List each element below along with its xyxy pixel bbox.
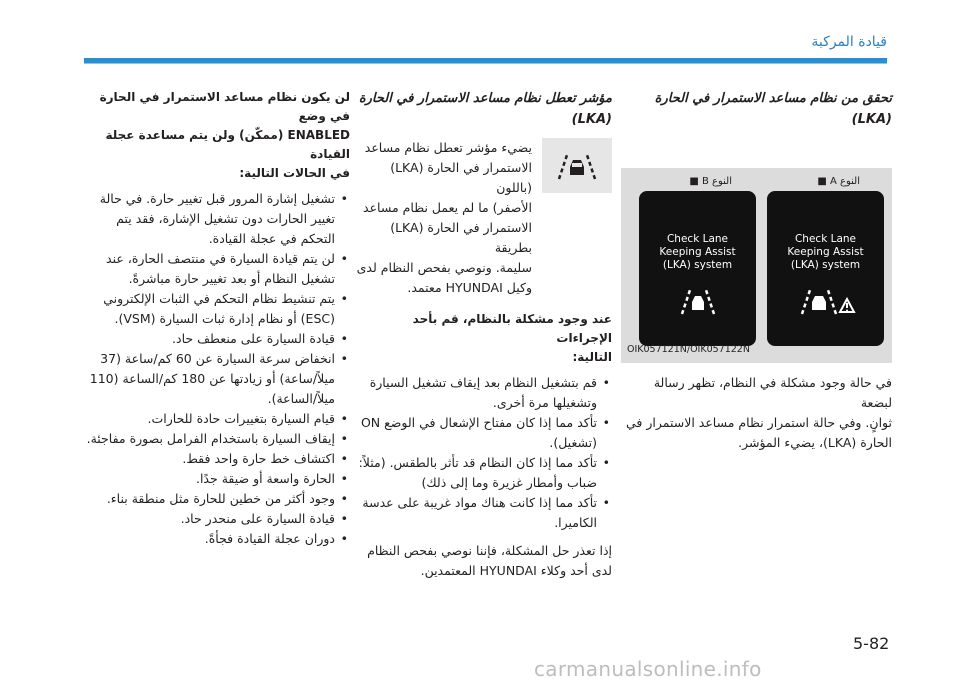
body-line: الاستمرار في الحارة (LKA) بطريقة: [390, 220, 532, 255]
body-line: الأصفر) ما لم يعمل نظام مساعد: [363, 200, 532, 215]
display-message-line: Check Lane: [794, 233, 857, 245]
list-item: • قيادة السيارة على منعطف حاد.: [86, 329, 350, 349]
display-message-line: (LKA) system: [662, 259, 733, 271]
list-item: • اكتشاف خط حارة واحد فقط.: [86, 449, 350, 469]
malfunction-indicator-box: [542, 138, 612, 193]
lane-warning-icon: [796, 284, 856, 318]
type-b-label: النوع B ■: [689, 176, 732, 187]
subheading-line: التالية:: [572, 350, 612, 364]
display-message-line: Keeping Assist: [787, 246, 864, 258]
watermark: carmanualsonline.info: [534, 657, 762, 681]
middle-column: [356, 88, 612, 581]
display-message-line: Check Lane: [666, 233, 729, 245]
body-line: الحارة (LKA)، يضيء المؤشر.: [738, 435, 892, 450]
intro-line: لن يكون نظام مساعد الاستمرار في الحارة في وضع: [99, 90, 350, 123]
subheading-line: عند وجود مشكلة بالنظام، قم بأحد الإجراءات: [412, 312, 612, 345]
page-number: 5-82: [853, 634, 890, 653]
intro-line: في الحالات التالية:: [239, 166, 350, 180]
list-item: • الحارة واسعة أو ضيقة جدًا.: [86, 469, 350, 489]
lka-malfunction-heading: [356, 88, 612, 130]
list-item: • قيادة السيارة على منحدر حاد.: [86, 509, 350, 529]
body-line: سليمة. ونوصي بفحص النظام لدى: [356, 260, 532, 275]
list-item: • قيام السيارة بتغييرات حادة للحارات.: [86, 409, 350, 429]
closing-paragraph: [356, 541, 612, 581]
type-a-label: النوع A ■: [817, 176, 860, 187]
left-column: [86, 88, 350, 549]
body-line: في حالة وجود مشكلة في النظام، تظهر رسالة لبضعة: [653, 375, 892, 410]
action-list: [356, 373, 612, 533]
header-rule-thin: [84, 63, 887, 64]
lane-car-icon: [676, 284, 720, 318]
body-line: إذا تعذر حل المشكلة، فإننا نوصي بفحص النظام: [367, 543, 612, 558]
display-message-line: Keeping Assist: [659, 246, 736, 258]
list-item: • تأكد مما إذا كان مفتاح الإشعال في الوضع ON (تشغيل).: [356, 413, 612, 453]
body-line: وكيل HYUNDAI معتمد.: [407, 280, 532, 295]
list-item: • تأكد مما إذا كانت هناك مواد غريبة على عدسة الكاميرا.: [356, 493, 612, 533]
body-line: الاستمرار في الحارة (LKA) (باللون: [390, 160, 532, 195]
list-item: • وجود أكثر من خطين للحارة مثل منطقة بناء.: [86, 489, 350, 509]
conditions-intro: [86, 88, 350, 183]
lane-car-icon: [553, 149, 601, 183]
heading-line: مؤشر تعطل نظام مساعد الاستمرار في الحارة: [358, 91, 612, 106]
right-body: [620, 373, 892, 453]
right-column: [620, 88, 892, 453]
display-message-line: (LKA) system: [790, 259, 861, 271]
heading-line: تحقق من نظام مساعد الاستمرار في الحارة: [654, 91, 892, 106]
list-item: • يتم تنشيط نظام التحكم في الثبات الإلكتروني (ESC) أو نظام إدارة ثبات السيارة (VSM).: [86, 289, 350, 329]
body-line: ثوانٍ. وفي حالة استمرار نظام مساعد الاستمرار في: [625, 415, 892, 430]
list-item: • تشغيل إشارة المرور قبل تغيير حارة. في حالة تغيير الحارات دون تشغيل الإشارة، فقد يتم التحكم في عجلة القيادة.: [86, 189, 350, 249]
intro-line: ENABLED (ممكّن) ولن يتم مساعدة عجلة القيادة: [105, 128, 350, 161]
conditions-list: [86, 189, 350, 549]
figure-code: OIK057121N/OIK057122N: [627, 344, 750, 355]
problem-subheading: [356, 310, 612, 367]
display-panel-a: [767, 191, 884, 346]
heading-line: (LKA): [851, 112, 892, 127]
lka-check-heading: [620, 88, 892, 130]
body-line: يضيء مؤشر تعطل نظام مساعد: [364, 140, 532, 155]
list-item: • دوران عجلة القيادة فجأةً.: [86, 529, 350, 549]
list-item: • تأكد مما إذا كان النظام قد تأثر بالطقس. (مثلاً: ضباب وأمطار غزيرة وما إلى ذلك): [356, 453, 612, 493]
heading-line: (LKA): [571, 112, 612, 127]
malfunction-intro: [356, 138, 532, 298]
list-item: • انخفاض سرعة السيارة عن 60 كم/ساعة (37 ميلاً/ساعة) أو زيادتها عن 180 كم/الساعة (110 ميلاً/الساعة).: [86, 349, 350, 409]
section-title: قيادة المركبة: [811, 34, 887, 50]
list-item: • إيقاف السيارة باستخدام الفرامل بصورة مفاجئة.: [86, 429, 350, 449]
list-item: • قم بتشغيل النظام بعد إيقاف تشغيل السيارة وتشغيلها مرة أخرى.: [356, 373, 612, 413]
cluster-figure: [621, 168, 892, 363]
body-line: لدى أحد وكلاء HYUNDAI المعتمدين.: [420, 563, 612, 578]
list-item: • لن يتم قيادة السيارة في منتصف الحارة، عند تشغيل النظام أو بعد تغيير حارة مباشرةً.: [86, 249, 350, 289]
display-panel-b: [639, 191, 756, 346]
